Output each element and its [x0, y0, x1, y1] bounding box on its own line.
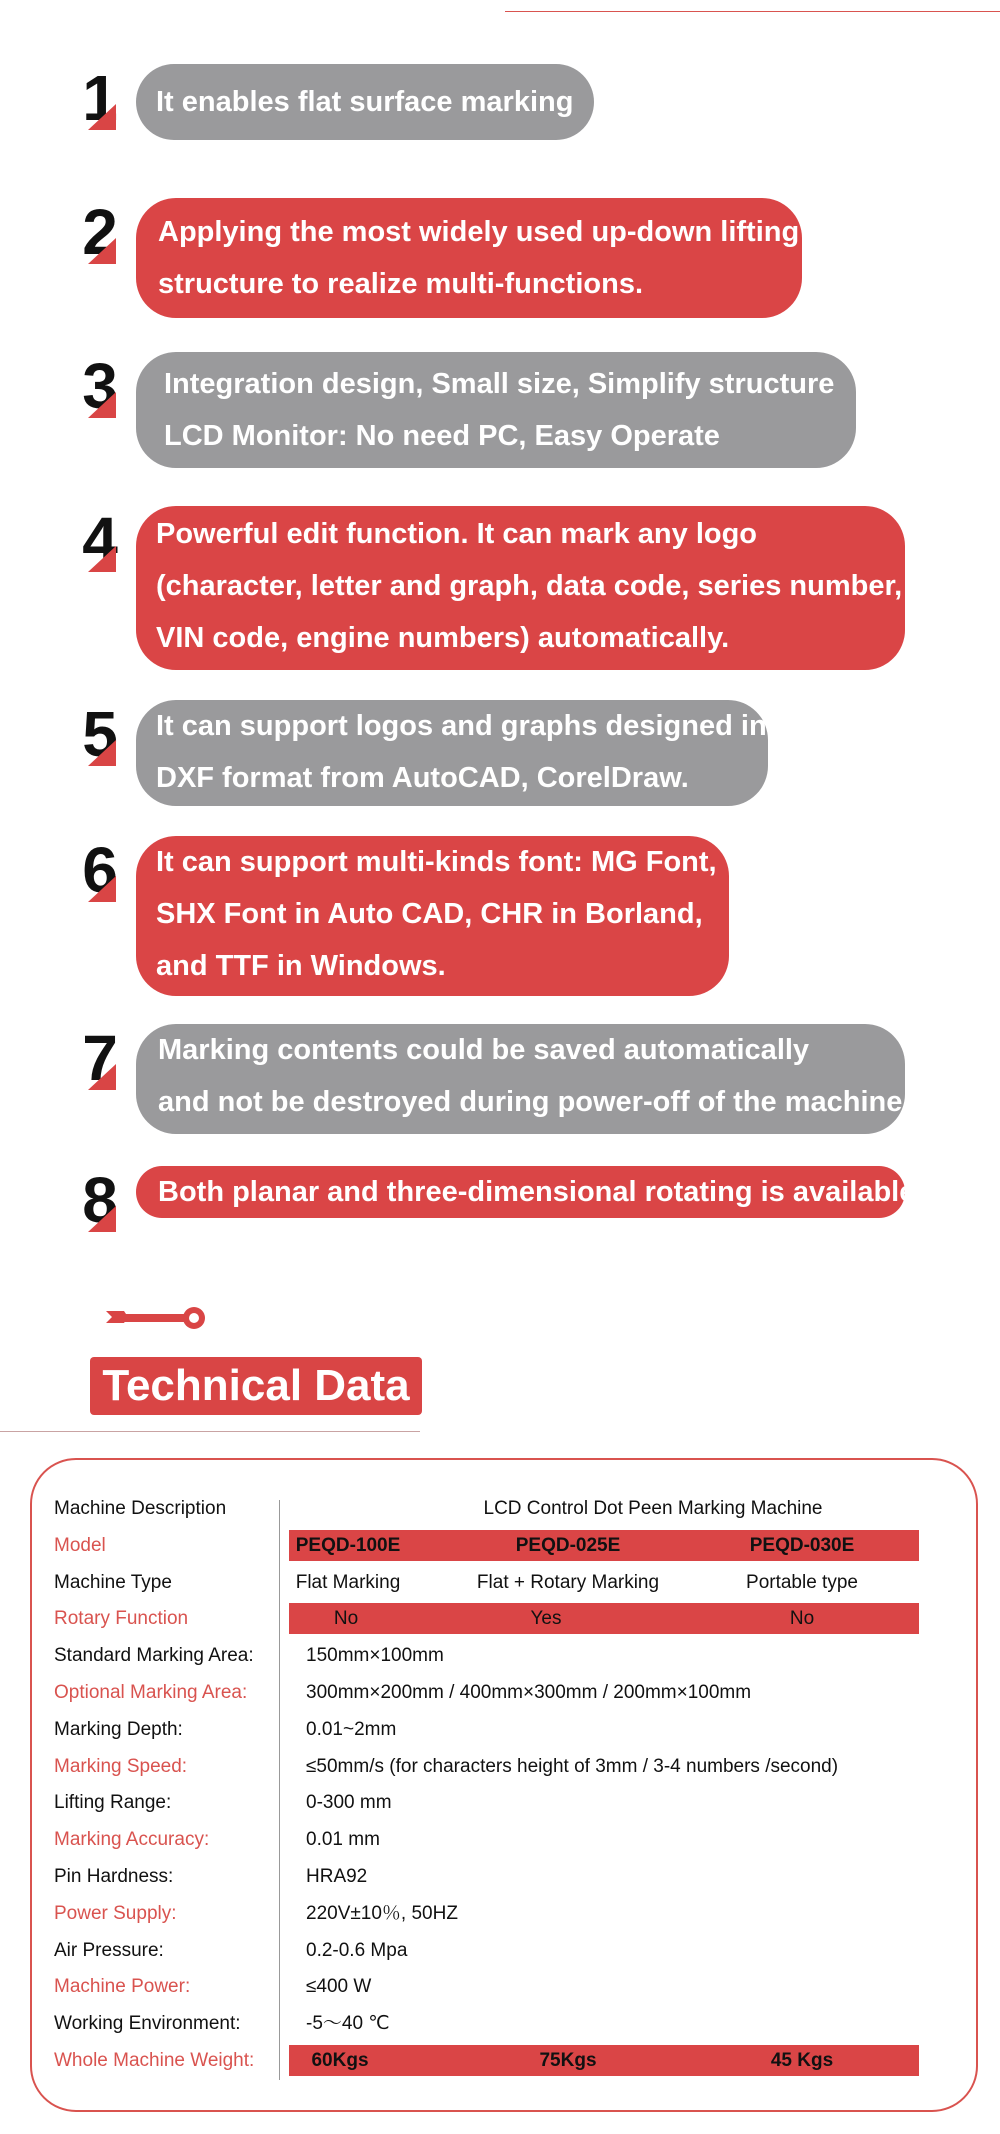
spec-label: Working Environment: [54, 2013, 241, 2035]
feature-pill [136, 1024, 911, 1134]
spec-row [0, 1786, 1000, 1819]
spec-label: Standard Marking Area: [54, 1645, 254, 1667]
spec-value: ≤400 W [306, 1976, 372, 1998]
spec-value: Flat + Rotary Marking [476, 1571, 660, 1593]
feature-number: 8 [82, 1164, 118, 1236]
spec-value: PEQD-100E [295, 1534, 401, 1556]
spec-value: Yes [530, 1608, 562, 1630]
number-triangle-icon [88, 740, 116, 766]
spec-label: Power Supply: [54, 1902, 177, 1924]
feature-pill [136, 198, 802, 318]
spec-label: Marking Depth: [54, 1718, 183, 1740]
spec-row [0, 1823, 1000, 1856]
section-title: Technical Data [90, 1357, 422, 1415]
feature-text-line: and not be destroyed during power-off of the machine. [158, 1086, 911, 1118]
spec-value: 150mm×100mm [306, 1645, 444, 1667]
spec-row [0, 1676, 1000, 1709]
spec-row [0, 1492, 1000, 1525]
feature-text-line: It can support multi-kinds font: MG Font, [156, 846, 717, 878]
feature-text-line: Both planar and three-dimensional rotating is available. [158, 1176, 924, 1208]
feature-pill [136, 352, 856, 468]
spec-label: Air Pressure: [54, 1939, 164, 1961]
spec-value: 0.01 mm [306, 1829, 380, 1851]
spec-row [0, 1713, 1000, 1746]
spec-label: Machine Type [54, 1571, 172, 1593]
feature-number: 4 [82, 504, 118, 576]
feature-text-line: SHX Font in Auto CAD, CHR in Borland, [156, 898, 703, 930]
spec-value: 300mm×200mm / 400mm×300mm / 200mm×100mm [306, 1682, 752, 1703]
spec-value: -5～40 ℃ [306, 2013, 390, 2035]
spec-value: PEQD-025E [515, 1534, 621, 1556]
feature-text-line: Applying the most widely used up-down lifting [158, 216, 800, 248]
feature-pill [136, 700, 768, 806]
number-triangle-icon [88, 238, 116, 264]
spec-label: Marking Speed: [54, 1755, 188, 1777]
spec-value: 0.01~2mm [306, 1718, 397, 1740]
number-triangle-icon [88, 546, 116, 572]
feature-text-line: DXF format from AutoCAD, CorelDraw. [156, 762, 689, 794]
spec-row [0, 1970, 1000, 2003]
feature-text-line: LCD Monitor: No need PC, Easy Operate [164, 420, 720, 452]
spec-value: 0-300 mm [306, 1792, 392, 1814]
feature-pill [136, 1166, 924, 1218]
feature-pill [136, 64, 594, 140]
row-highlight-band [289, 1603, 919, 1634]
spec-value: No [789, 1608, 815, 1630]
spec-value: 220V±10％, 50HZ [306, 1902, 458, 1924]
spec-value: 60Kgs [311, 2050, 369, 2071]
spec-value: PEQD-030E [749, 1534, 855, 1556]
feature-text-line: Integration design, Small size, Simplify structure [164, 368, 835, 400]
feature-text-line: It can support logos and graphs designed in [156, 710, 767, 742]
feature-pill [136, 506, 905, 670]
spec-label: Model [54, 1534, 106, 1556]
feature-text-line: VIN code, engine numbers) automatically. [156, 622, 730, 654]
spec-row [0, 1566, 1000, 1599]
spec-label: Rotary Function [54, 1608, 189, 1630]
spec-row [0, 1897, 1000, 1930]
spec-value: No [333, 1608, 359, 1630]
spec-label: Optional Marking Area: [54, 1682, 248, 1703]
number-triangle-icon [88, 392, 116, 418]
spec-value: Flat Marking [295, 1571, 401, 1593]
spec-row [0, 1934, 1000, 1967]
spec-row [0, 1639, 1000, 1672]
feature-text-line: Marking contents could be saved automatically [158, 1034, 810, 1066]
spec-row [0, 2007, 1000, 2040]
spec-value: HRA92 [306, 1866, 368, 1887]
spec-label: Machine Description [54, 1498, 227, 1519]
spec-row [0, 1750, 1000, 1783]
feature-number: 2 [82, 196, 118, 268]
spec-label: Machine Power: [54, 1976, 191, 1998]
feature-text-line: (character, letter and graph, data code, series number, [156, 570, 903, 602]
spec-value: 0.2-0.6 Mpa [306, 1939, 408, 1961]
feature-text-line: Powerful edit function. It can mark any logo [156, 518, 758, 550]
feature-number: 1 [82, 62, 118, 134]
number-triangle-icon [88, 876, 116, 902]
spec-value: Portable type [746, 1571, 858, 1593]
feature-number: 6 [82, 834, 118, 906]
spec-value: LCD Control Dot Peen Marking Machine [483, 1498, 823, 1519]
feature-number: 3 [82, 350, 118, 422]
spec-label: Whole Machine Weight: [54, 2050, 255, 2071]
spec-label: Pin Hardness: [54, 1866, 174, 1887]
spec-row [0, 1529, 1000, 1562]
top-divider [505, 11, 1000, 12]
number-triangle-icon [88, 1206, 116, 1232]
number-triangle-icon [88, 1064, 116, 1090]
spec-row [0, 1602, 1000, 1635]
feature-pill [136, 836, 729, 996]
number-triangle-icon [88, 104, 116, 130]
feature-number: 7 [82, 1022, 118, 1094]
spec-row [0, 2044, 1000, 2077]
feature-text-line: It enables flat surface marking [156, 86, 574, 118]
wrench-icon [102, 1305, 212, 1341]
feature-text-line: and TTF in Windows. [156, 950, 446, 982]
feature-text-line: structure to realize multi-functions. [158, 268, 643, 300]
spec-label: Marking Accuracy: [54, 1829, 210, 1851]
section-underline [0, 1431, 420, 1432]
spec-label: Lifting Range: [54, 1792, 172, 1814]
spec-row [0, 1860, 1000, 1893]
feature-number: 5 [82, 698, 118, 770]
spec-value: ≤50mm/s (for characters height of 3mm / 3-4 numbers /second) [306, 1755, 839, 1777]
spec-value: 45 Kgs [770, 2050, 834, 2071]
spec-value: 75Kgs [539, 2050, 597, 2071]
